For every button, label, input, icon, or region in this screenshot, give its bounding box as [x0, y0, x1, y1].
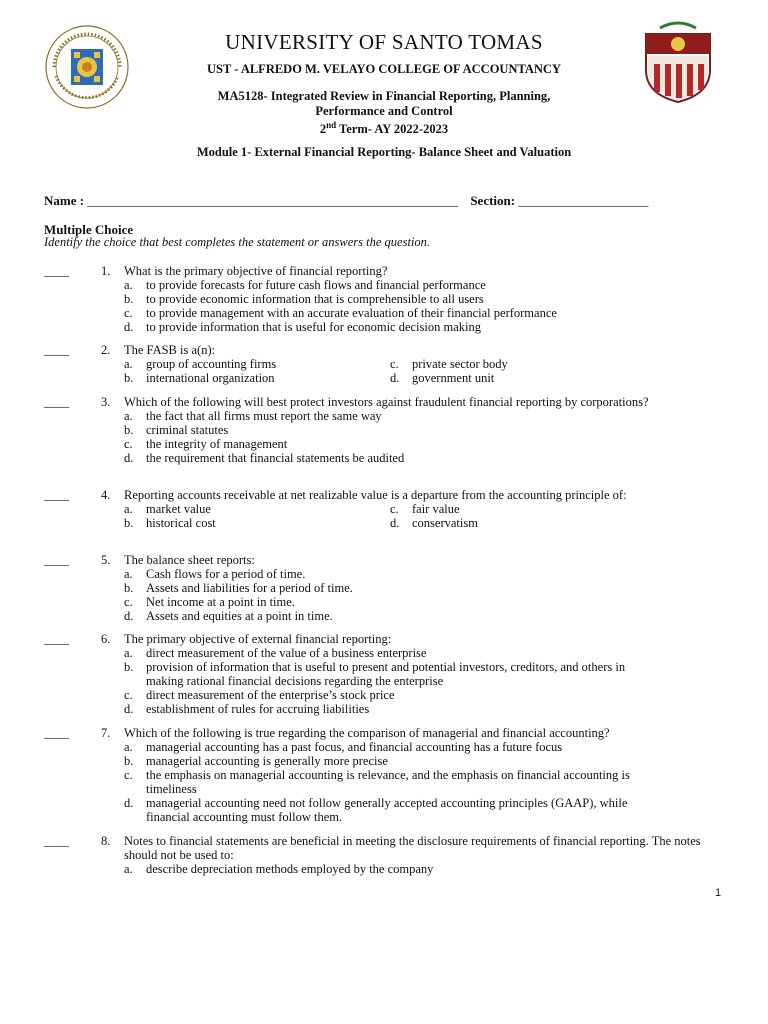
name-label: Name : — [44, 193, 85, 208]
question-2 — [44, 343, 734, 385]
option: c. direct measurement of the enterprise’s stock price — [124, 688, 395, 702]
college-name: UST - ALFREDO M. VELAYO COLLEGE OF ACCOUNTANCY — [207, 62, 561, 76]
section-instruction: Identify the choice that best completes the statement or answers the question. — [44, 235, 431, 249]
option: a. the fact that all firms must report the same way — [124, 409, 382, 423]
option: a. market value — [124, 502, 211, 516]
option: b. managerial accounting is generally more precise — [124, 754, 388, 768]
option: c. private sector body — [390, 357, 508, 371]
option: b. international organization — [124, 371, 275, 385]
question-5 — [44, 553, 734, 623]
answer-blank[interactable]: ____ — [44, 395, 69, 409]
option: c. Net income at a point in time. — [124, 595, 295, 609]
option: b. historical cost — [124, 516, 216, 530]
answer-blank[interactable]: ____ — [44, 488, 69, 502]
question-7 — [44, 726, 734, 824]
option: b. provision of information that is useful to present and potential investors, creditors, and others in making rational financial decisions regarding the enterprise — [124, 660, 626, 688]
option: a. managerial accounting has a past focus, and financial accounting has a future focus — [124, 740, 563, 754]
university-name: UNIVERSITY OF SANTO TOMAS — [225, 30, 543, 54]
section-title: Multiple Choice — [44, 222, 134, 237]
course-line-2: Performance and Control — [315, 103, 453, 118]
question-number: 4. — [101, 488, 111, 502]
name-section-line — [44, 193, 734, 209]
answer-blank[interactable]: ____ — [44, 632, 69, 646]
option: d. government unit — [390, 371, 495, 385]
accountancy-crest-logo — [638, 20, 718, 104]
option: a. Cash flows for a period of time. — [124, 567, 306, 581]
question-number: 8. — [101, 834, 111, 848]
question-number: 5. — [101, 553, 111, 567]
option: c. to provide management with an accurate evaluation of their financial performance — [124, 306, 557, 320]
option: d. establishment of rules for accruing liabilities — [124, 702, 370, 716]
option: a. to provide forecasts for future cash flows and financial performance — [124, 278, 486, 292]
page-number: 1 — [715, 887, 722, 899]
answer-blank[interactable]: ____ — [44, 553, 69, 567]
module-title: Module 1- External Financial Reporting- Balance Sheet and Valuation — [196, 145, 572, 159]
option: d. managerial accounting need not follow generally accepted accounting principles (GAAP), while financial accounting must follow them. — [124, 796, 628, 824]
question-3 — [44, 395, 734, 465]
question-stem: Notes to financial statements are beneficial in meeting the disclosure requirements of financial reporting. The notes should not be used to: — [124, 834, 701, 862]
question-stem: The balance sheet reports: — [124, 553, 255, 567]
question-4 — [44, 488, 734, 530]
term-line: 2nd Term- AY 2022-2023 — [319, 120, 449, 137]
question-stem: What is the primary objective of financial reporting? — [124, 264, 388, 278]
option: d. the requirement that financial statements be audited — [124, 451, 405, 465]
name-field[interactable]: _________________________________________________________ — [87, 193, 458, 208]
question-6 — [44, 632, 734, 716]
answer-blank[interactable]: ____ — [44, 264, 69, 278]
option: c. the emphasis on managerial accounting is relevance, and the emphasis on financial accounting is timeliness — [124, 768, 630, 796]
option: d. Assets and equities at a point in time. — [124, 609, 333, 623]
question-stem: The primary objective of external financial reporting: — [124, 632, 392, 646]
question-number: 6. — [101, 632, 111, 646]
question-number: 7. — [101, 726, 111, 740]
question-number: 3. — [101, 395, 111, 409]
course-line-1: MA5128- Integrated Review in Financial Reporting, Planning, — [217, 89, 551, 103]
option: c. the integrity of management — [124, 437, 288, 451]
answer-blank[interactable]: ____ — [44, 343, 69, 357]
answer-blank[interactable]: ____ — [44, 726, 69, 740]
question-number: 1. — [101, 264, 111, 278]
answer-blank[interactable]: ____ — [44, 834, 69, 848]
question-number: 2. — [101, 343, 111, 357]
question-8 — [44, 834, 734, 876]
question-stem: Reporting accounts receivable at net realizable value is a departure from the accounting principle of: — [124, 488, 627, 502]
option: d. to provide information that is useful for economic decision making — [124, 320, 481, 334]
option: c. fair value — [390, 502, 460, 516]
question-stem: The FASB is a(n): — [124, 343, 216, 357]
question-1 — [44, 264, 734, 334]
section-field[interactable]: ____________________ — [518, 193, 649, 208]
option: b. criminal statutes — [124, 423, 229, 437]
question-stem: Which of the following will best protect investors against fraudulent financial reporting by corporations? — [124, 395, 649, 409]
option: d. conservatism — [390, 516, 478, 530]
option: a. describe depreciation methods employed by the company — [124, 862, 434, 876]
option: a. direct measurement of the value of a business enterprise — [124, 646, 427, 660]
section-label: Section: — [470, 193, 516, 208]
question-stem: Which of the following is true regarding the comparison of managerial and financial accounting? — [124, 726, 610, 740]
option: a. group of accounting firms — [124, 357, 277, 371]
option: b. to provide economic information that is comprehensible to all users — [124, 292, 484, 306]
option: b. Assets and liabilities for a period of time. — [124, 581, 353, 595]
